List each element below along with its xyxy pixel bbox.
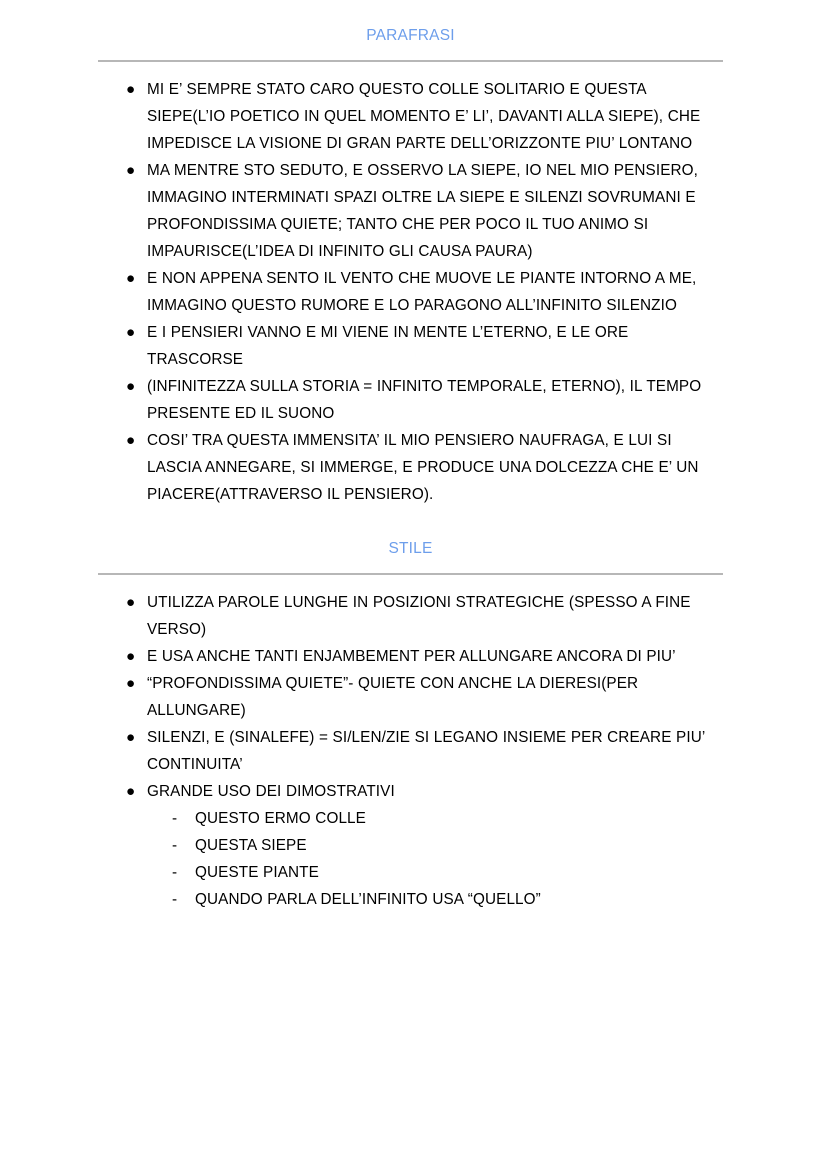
list-item-text: SILENZI, E (SINALEFE) = SI/LEN/ZIE SI LEGANO INSIEME PER CREARE PIU’ CONTINUITA’ — [147, 729, 705, 773]
bullet-icon: ● — [126, 648, 136, 665]
list-item-text: COSI’ TRA QUESTA IMMENSITA’ IL MIO PENSIERO NAUFRAGA, E LUI SI LASCIA ANNEGARE, SI IMMERGE, E PRODUCE UNA DOLCEZZA CHE E’ UN PIACERE(ATTRAVERSO IL PENSIERO). — [147, 432, 699, 503]
dash-icon: - — [172, 837, 178, 854]
sub-list-item — [147, 805, 723, 832]
sub-list-item-text: QUESTE PIANTE — [195, 864, 319, 881]
list-item-text: (INFINITEZZA SULLA STORIA = INFINITO TEMPORALE, ETERNO), IL TEMPO PRESENTE ED IL SUONO — [147, 378, 702, 422]
list-item-text: E I PENSIERI VANNO E MI VIENE IN MENTE L’ETERNO, E LE ORE TRASCORSE — [147, 324, 629, 368]
stile-list — [98, 589, 723, 913]
list-item — [98, 778, 723, 913]
list-item — [98, 319, 723, 373]
list-item — [98, 589, 723, 643]
dash-icon: - — [172, 810, 178, 827]
list-item — [98, 265, 723, 319]
bullet-icon: ● — [126, 324, 136, 341]
dash-icon: - — [172, 864, 178, 881]
list-item — [98, 427, 723, 508]
bullet-icon: ● — [126, 675, 136, 692]
list-item — [98, 76, 723, 157]
sub-list-item — [147, 859, 723, 886]
top-spacer — [98, 0, 723, 22]
sub-list-item-text: QUESTO ERMO COLLE — [195, 810, 366, 827]
bullet-icon: ● — [126, 162, 136, 179]
bullet-icon: ● — [126, 432, 136, 449]
sub-list-item — [147, 886, 723, 913]
list-item-text: UTILIZZA PAROLE LUNGHE IN POSIZIONI STRATEGICHE (SPESSO A FINE VERSO) — [147, 594, 691, 638]
bullet-icon: ● — [126, 729, 136, 746]
section-gap — [98, 508, 723, 535]
parafrasi-list — [98, 76, 723, 508]
list-item-text: GRANDE USO DEI DIMOSTRATIVI — [147, 783, 395, 800]
list-item — [98, 724, 723, 778]
list-item-text: E USA ANCHE TANTI ENJAMBEMENT PER ALLUNGARE ANCORA DI PIU’ — [147, 648, 676, 665]
bullet-icon: ● — [126, 378, 136, 395]
dimostrativi-sublist — [147, 805, 723, 913]
bullet-icon: ● — [126, 270, 136, 287]
title-rule-gap-1 — [98, 49, 723, 60]
bullet-icon: ● — [126, 594, 136, 611]
section-title-stile: STILE — [388, 540, 433, 557]
list-item-text: “PROFONDISSIMA QUIETE”- QUIETE CON ANCHE LA DIERESI(PER ALLUNGARE) — [147, 675, 639, 719]
dash-icon: - — [172, 891, 178, 908]
document-content — [98, 0, 723, 913]
section-title-parafrasi: PARAFRASI — [366, 27, 455, 44]
list-item-text: MA MENTRE STO SEDUTO, E OSSERVO LA SIEPE, IO NEL MIO PENSIERO, IMMAGINO INTERMINATI SPAZI OLTRE LA SIEPE E SILENZI SOVRUMANI E PROFONDISSIMA QUIETE; TANTO CHE PER POCO IL TUO ANIMO SI IMPAURISCE(L’IDEA DI INFINITO GLI CAUSA PAURA) — [147, 162, 699, 260]
list-item — [98, 643, 723, 670]
bullet-icon: ● — [126, 783, 136, 800]
list-item — [98, 157, 723, 265]
rule-list-gap-1 — [98, 62, 723, 76]
title-rule-gap-2 — [98, 562, 723, 573]
sub-list-item — [147, 832, 723, 859]
list-item — [98, 373, 723, 427]
sub-list-item-text: QUANDO PARLA DELL’INFINITO USA “QUELLO” — [195, 891, 541, 908]
list-item — [98, 670, 723, 724]
rule-list-gap-2 — [98, 575, 723, 589]
bullet-icon: ● — [126, 81, 136, 98]
list-item-text: MI E’ SEMPRE STATO CARO QUESTO COLLE SOLITARIO E QUESTA SIEPE(L’IO POETICO IN QUEL MOMENTO E’ LI’, DAVANTI ALLA SIEPE), CHE IMPEDISCE LA VISIONE DI GRAN PARTE DELL’ORIZZONTE PIU’ LONTANO — [147, 81, 701, 152]
sub-list-item-text: QUESTA SIEPE — [195, 837, 307, 854]
list-item-text: E NON APPENA SENTO IL VENTO CHE MUOVE LE PIANTE INTORNO A ME, IMMAGINO QUESTO RUMORE E LO PARAGONO ALL’INFINITO SILENZIO — [147, 270, 697, 314]
